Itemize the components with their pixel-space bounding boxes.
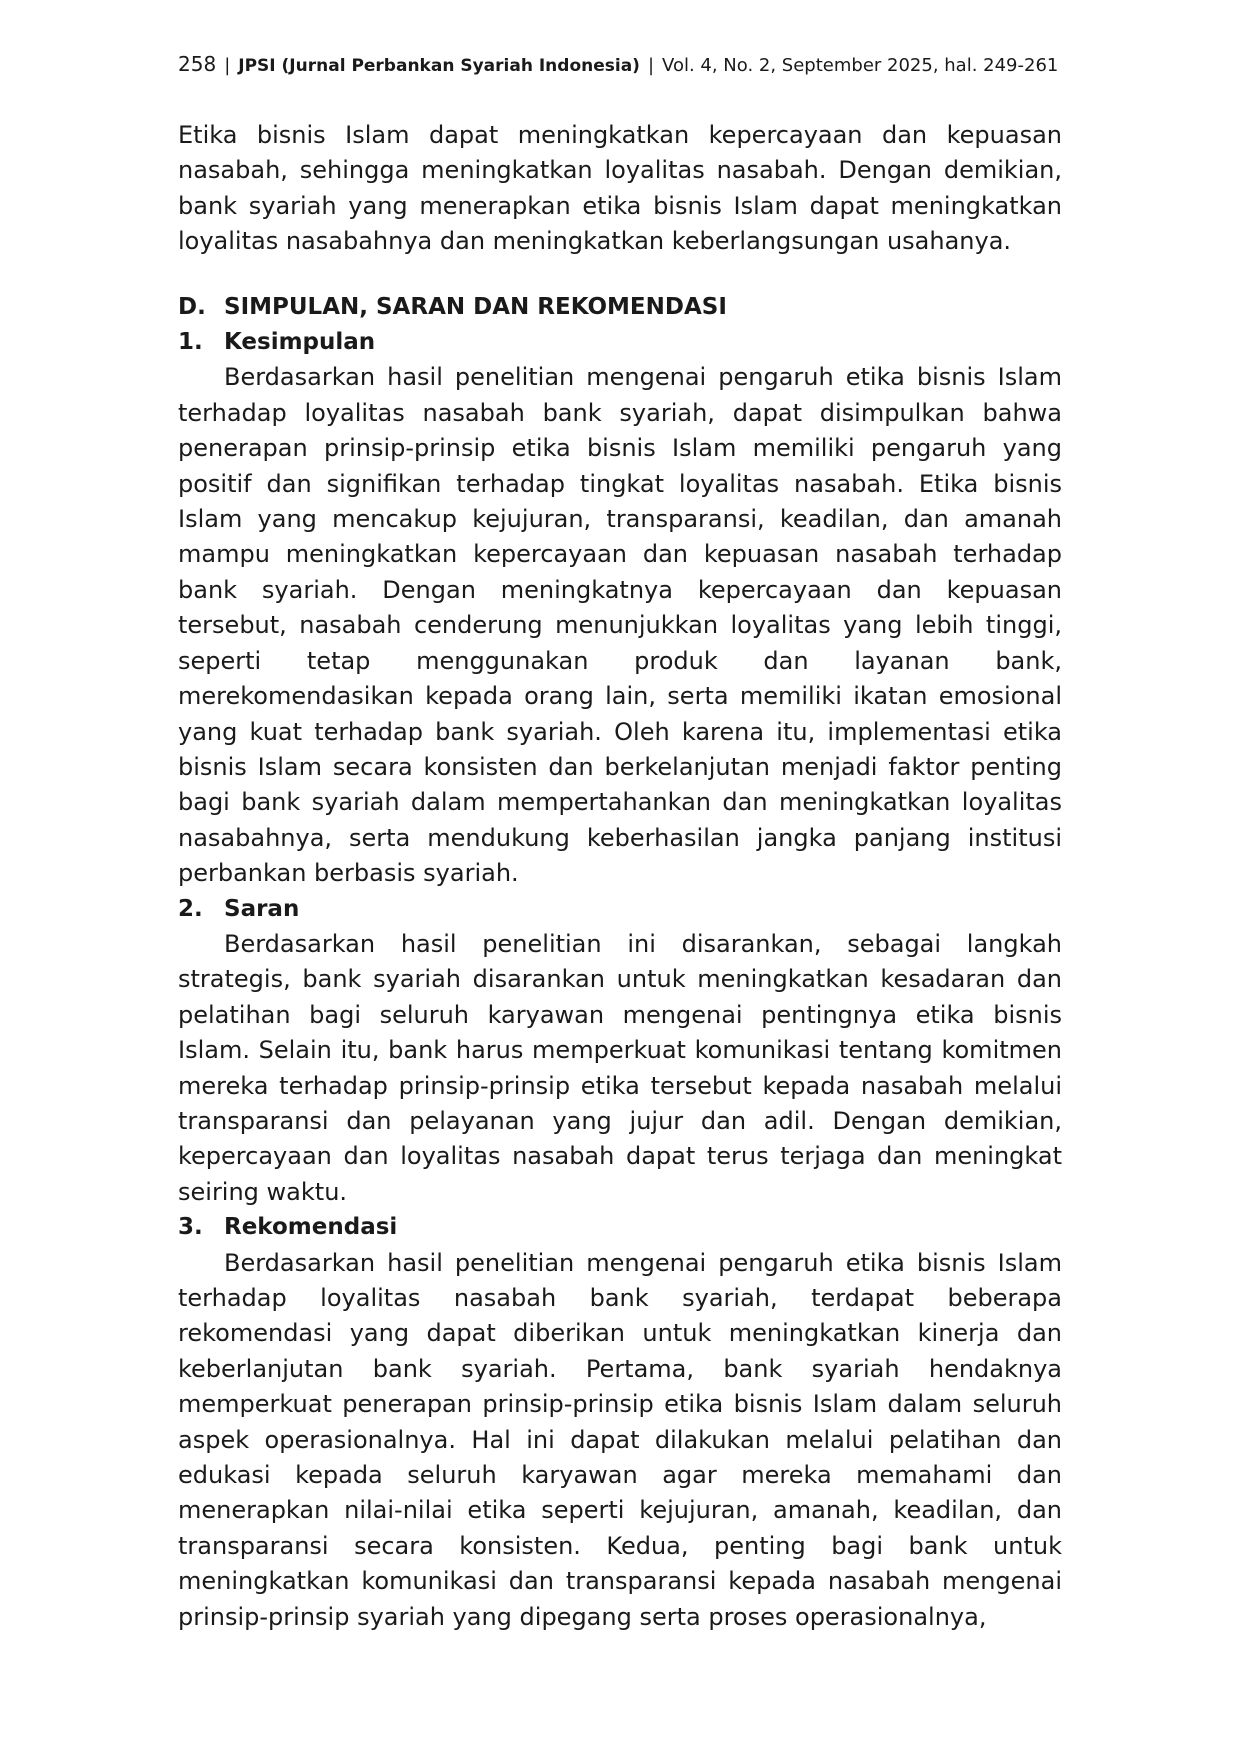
kesimpulan-paragraph: Berdasarkan hasil penelitian mengenai pengaruh etika bisnis Islam terhadap loyalitas nasabah bank syariah, dapat disimpulkan bahwa penerapan prinsip-prinsip etika bisnis Islam memiliki pengaruh yang positif dan signifikan terhadap tingkat loyalitas nasabah. Etika bisnis Islam yang mencakup kejujuran, transparansi, keadilan, dan amanah mampu meningkatkan kepercayaan dan kepuasan nasabah terhadap bank syariah. Dengan meningkatnya kepercayaan dan kepuasan tersebut, nasabah cenderung menunjukkan loyalitas yang lebih tinggi, seperti tetap menggunakan produk dan layanan bank, merekomendasikan kepada orang lain, serta memiliki ikatan emosional yang kuat terhadap bank syariah. Oleh karena itu, implementasi etika bisnis Islam secara konsisten dan berkelanjutan menjadi faktor penting bagi bank syariah dalam mempertahankan dan meningkatkan loyalitas nasabahnya, serta mendukung keberhasilan jangka panjang institusi perbankan berbasis syariah. xyxy=(178,363,1062,888)
page-number: 258 xyxy=(178,52,217,76)
rekomendasi-paragraph: Berdasarkan hasil penelitian mengenai pengaruh etika bisnis Islam terhadap loyalitas nasabah bank syariah, terdapat beberapa rekomendasi yang dapat diberikan untuk meningkatkan kinerja dan keberlanjutan bank syariah. Pertama, bank syariah hendaknya memperkuat penerapan prinsip-prinsip etika bisnis Islam dalam seluruh aspek operasionalnya. Hal ini dapat dilakukan melalui pelatihan dan edukasi kepada seluruh karyawan agar mereka memahami dan menerapkan nilai-nilai etika seperti kejujuran, amanah, keadilan, dan transparansi secara konsisten. Kedua, penting bagi bank untuk meningkatkan komunikasi dan transparansi kepada nasabah mengenai prinsip-prinsip syariah yang dipegang serta proses operasionalnya, xyxy=(178,1248,1062,1631)
section-title: SIMPULAN, SARAN DAN REKOMENDASI xyxy=(224,293,727,320)
section-heading xyxy=(178,290,1062,325)
subsection-heading-saran xyxy=(178,892,1062,927)
intro-paragraph: Etika bisnis Islam dapat meningkatkan kepercayaan dan kepuasan nasabah, sehingga meningkatkan loyalitas nasabah. Dengan demikian, bank syariah yang menerapkan etika bisnis Islam dapat meningkatkan loyalitas nasabahnya dan meningkatkan keberlangsungan usahanya. xyxy=(178,121,1062,256)
subsection-heading-rekomendasi xyxy=(178,1210,1062,1245)
subsection-title: Saran xyxy=(224,895,300,922)
subsection-number: 3. xyxy=(178,1214,203,1241)
saran-paragraph: Berdasarkan hasil penelitian ini disarankan, sebagai langkah strategis, bank syariah disarankan untuk meningkatkan kesadaran dan pelatihan bagi seluruh karyawan mengenai pentingnya etika bisnis Islam. Selain itu, bank harus memperkuat komunikasi tentang komitmen mereka terhadap prinsip-prinsip etika tersebut kepada nasabah melalui transparansi dan pelayanan yang jujur dan adil. Dengan demikian, kepercayaan dan loyalitas nasabah dapat terus terjaga dan meningkat seiring waktu. xyxy=(178,929,1062,1206)
subsection-title: Rekomendasi xyxy=(224,1214,398,1241)
page-body xyxy=(178,118,1062,1635)
subsection-heading-kesimpulan xyxy=(178,325,1062,360)
subsection-number: 1. xyxy=(178,329,203,356)
issue-info: Vol. 4, No. 2, September 2025, hal. 249-261 xyxy=(662,55,1059,76)
header-separator: | xyxy=(224,55,231,76)
journal-name: JPSI (Jurnal Perbankan Syariah Indonesia) xyxy=(238,56,640,76)
subsection-title: Kesimpulan xyxy=(224,329,376,356)
section-letter: D. xyxy=(178,293,206,320)
header-separator: | xyxy=(647,55,655,76)
subsection-number: 2. xyxy=(178,895,203,922)
running-header xyxy=(178,50,1078,80)
